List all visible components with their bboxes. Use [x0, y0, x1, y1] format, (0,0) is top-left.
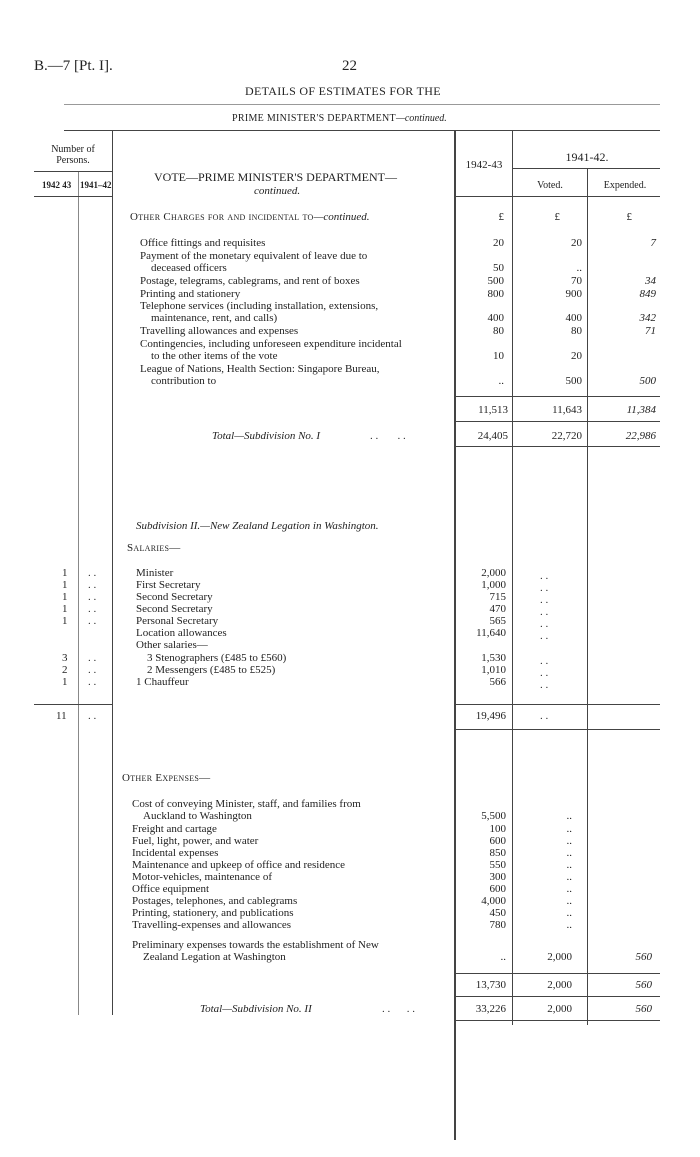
item-estimate: 800	[487, 288, 504, 300]
salary-voted: . .	[540, 606, 549, 618]
col-head-voted: Voted.	[537, 180, 563, 191]
section2-subtotal-est: 13,730	[475, 979, 506, 991]
other-expenses-heading: Other Expenses—	[122, 772, 211, 784]
expense-estimate: 300	[489, 871, 506, 883]
expense-voted: ..	[566, 871, 572, 883]
salary-persons-1941: . .	[88, 603, 97, 615]
salary-estimate: 2,000	[481, 567, 506, 579]
section2-total-expended: 560	[635, 1003, 652, 1015]
currency-expended: £	[626, 211, 632, 223]
salaries-heading: Salaries—	[127, 542, 181, 554]
section2-subtotal-rule-bottom	[454, 996, 660, 997]
head-bottom-rule	[34, 196, 112, 197]
expense-estimate: 850	[489, 847, 506, 859]
col-head-previous-year: 1941-42.	[565, 150, 609, 164]
salary-persons-1941: . .	[88, 615, 97, 627]
expense-voted: ..	[566, 810, 572, 822]
salary-voted: . .	[540, 582, 549, 594]
item-voted: 400	[565, 312, 582, 324]
salary-label: 1 Chauffeur	[136, 676, 189, 688]
department-rule	[64, 130, 660, 131]
expense-voted: ..	[566, 919, 572, 931]
expense-voted: ..	[566, 883, 572, 895]
expense-expended: 560	[635, 951, 652, 963]
item-expended: 500	[639, 375, 656, 387]
other-charges-suffix: —continued.	[313, 211, 370, 223]
department-title	[232, 113, 447, 124]
salary-persons-1941: . .	[88, 567, 97, 579]
item-estimate: 80	[493, 325, 504, 337]
item-label: Office fittings and requisites	[140, 237, 266, 249]
section1-subtotal-voted: 11,643	[552, 404, 582, 416]
expense-voted: ..	[566, 859, 572, 871]
salary-label: Personal Secretary	[136, 615, 219, 627]
vote-title: VOTE—PRIME MINISTER'S DEPARTMENT—	[154, 170, 398, 184]
item-label: deceased officers	[151, 262, 227, 274]
expense-label: Incidental expenses	[132, 847, 219, 859]
document-reference: B.—7 [Pt. I].	[34, 58, 113, 74]
section1-total-dots: . . . .	[370, 430, 406, 442]
col-line-persons-right	[112, 130, 113, 1015]
salary-label: 2 Messengers (£485 to £525)	[147, 664, 276, 676]
salary-estimate: 470	[489, 603, 506, 615]
page-number: 22	[342, 58, 357, 74]
salary-label: Second Secretary	[136, 591, 213, 603]
section1-total-rule	[454, 446, 660, 447]
salary-persons-1941: . .	[88, 664, 97, 676]
col-head-1942: 1942 43	[42, 180, 72, 190]
section2-total-dots: . . . .	[382, 1003, 415, 1015]
section1-total-expended: 22,986	[625, 430, 656, 442]
item-estimate: 400	[487, 312, 504, 324]
item-voted: 20	[571, 350, 582, 362]
expense-voted: ..	[566, 835, 572, 847]
salary-label: Location allowances	[136, 627, 227, 639]
section1-total-voted: 22,720	[551, 430, 582, 442]
item-expended: 7	[650, 237, 656, 249]
item-estimate: ..	[498, 375, 504, 387]
salary-persons-1941: . .	[88, 591, 97, 603]
salary-label: 3 Stenographers (£485 to £560)	[147, 652, 287, 664]
expense-label: Preliminary expenses towards the establishment of New	[132, 939, 379, 951]
expense-voted: ..	[566, 907, 572, 919]
col-head-expended: Expended.	[603, 180, 647, 191]
item-label: to the other items of the vote	[151, 350, 278, 362]
salary-persons-1941: . .	[88, 579, 97, 591]
item-expended: 342	[639, 312, 656, 324]
item-estimate: 50	[493, 262, 504, 274]
expense-estimate: 100	[489, 823, 506, 835]
salary-persons-1941: . .	[88, 676, 97, 688]
item-voted: 500	[565, 375, 582, 387]
expense-label: Printing, stationery, and publications	[132, 907, 294, 919]
persons-total-1941: . .	[88, 710, 97, 722]
currency-est: £	[498, 211, 504, 223]
item-voted: 70	[571, 275, 582, 287]
prev-year-header-rule	[512, 168, 660, 169]
expense-label: Motor-vehicles, maintenance of	[132, 871, 272, 883]
department-suffix: —continued.	[395, 113, 447, 124]
salary-estimate: 566	[489, 676, 506, 688]
salaries-total-rule-right	[454, 704, 660, 705]
item-label: contribution to	[151, 375, 217, 387]
other-charges-heading	[130, 212, 370, 223]
section2-subtotal-expended: 560	[635, 979, 652, 991]
section2-total-est: 33,226	[475, 1003, 506, 1015]
number-of-persons-heading: Number of Persons.	[51, 144, 95, 166]
section2-total-rule	[454, 1020, 660, 1021]
expense-label: Freight and cartage	[132, 823, 217, 835]
expense-estimate: 550	[489, 859, 506, 871]
section2-subtotal-rule-top	[454, 973, 660, 974]
salary-label: First Secretary	[136, 579, 201, 591]
expense-estimate: 5,500	[481, 810, 506, 822]
expense-voted: ..	[566, 847, 572, 859]
section1-subtotal-rule-top	[454, 396, 660, 397]
expense-label: Travelling-expenses and allowances	[132, 919, 292, 931]
salary-estimate: 11,640	[476, 627, 506, 639]
salaries-total-rule-bottom	[454, 729, 660, 730]
salary-persons-1942: 1	[62, 579, 68, 591]
salary-persons-1942: 2	[62, 664, 68, 676]
salary-voted: . .	[540, 594, 549, 606]
item-expended: 849	[639, 288, 656, 300]
salaries-total-voted: . .	[540, 710, 549, 722]
col-head-1941: 1941–42	[80, 180, 112, 190]
col-head-estimate: 1942-43	[465, 159, 503, 171]
expense-estimate: 4,000	[481, 895, 506, 907]
item-label: maintenance, rent, and calls)	[151, 312, 278, 324]
item-label: Travelling allowances and expenses	[140, 325, 299, 337]
currency-voted: £	[554, 211, 560, 223]
col-line-est-right	[512, 130, 513, 1025]
expense-estimate: ..	[500, 951, 506, 963]
salary-voted: . .	[540, 655, 549, 667]
expense-label: Fuel, light, power, and water	[132, 835, 259, 847]
section1-subtotal-expended: 11,384	[626, 404, 656, 416]
persons-header-rule	[34, 171, 112, 172]
expense-label: Maintenance and upkeep of office and residence	[132, 859, 345, 871]
salary-voted: . .	[540, 679, 549, 691]
expense-voted: ..	[566, 823, 572, 835]
expense-voted: ..	[566, 895, 572, 907]
expense-label: Cost of conveying Minister, staff, and families from	[132, 798, 361, 810]
salary-estimate: 715	[489, 591, 506, 603]
item-voted: ..	[576, 262, 582, 274]
vote-subtitle: continued.	[254, 185, 301, 197]
salary-persons-1942: 1	[62, 603, 68, 615]
expense-voted: 2,000	[547, 951, 572, 963]
col-line-persons-mid	[78, 172, 79, 1015]
expense-estimate: 450	[489, 907, 506, 919]
expense-label: Auckland to Washington	[143, 810, 252, 822]
item-voted: 900	[565, 288, 582, 300]
item-label: Payment of the monetary equivalent of leave due to	[140, 250, 368, 262]
salaries-total-est: 19,496	[475, 710, 506, 722]
expense-estimate: 780	[489, 919, 506, 931]
salaries-total-rule-left	[34, 704, 112, 705]
salary-label: Minister	[136, 567, 174, 579]
salary-estimate: 565	[489, 615, 506, 627]
item-estimate: 10	[493, 350, 504, 362]
item-label: Postage, telegrams, cablegrams, and rent of boxes	[140, 275, 360, 287]
expense-label: Postages, telephones, and cablegrams	[132, 895, 298, 907]
item-voted: 20	[571, 237, 582, 249]
salary-estimate: 1,000	[481, 579, 506, 591]
header-rule	[64, 104, 660, 105]
expense-label: Office equipment	[132, 883, 210, 895]
item-voted: 80	[571, 325, 582, 337]
col-line-voted-right	[587, 168, 588, 1025]
section1-subtotal-est: 11,513	[478, 404, 508, 416]
section1-total-label: Total—Subdivision No. I	[212, 430, 321, 442]
salary-persons-1941: . .	[88, 652, 97, 664]
item-label: Contingencies, including unforeseen expenditure incidental	[140, 338, 402, 350]
item-estimate: 500	[487, 275, 504, 287]
item-expended: 34	[645, 275, 656, 287]
head-bottom-rule-right	[454, 196, 660, 197]
persons-total-1942: 11	[56, 710, 67, 722]
salary-persons-1942: 1	[62, 676, 68, 688]
item-expended: 71	[645, 325, 656, 337]
salary-voted: . .	[540, 667, 549, 679]
item-label: Printing and stationery	[140, 288, 241, 300]
item-label: League of Nations, Health Section: Singapore Bureau,	[140, 363, 380, 375]
subdivision-2-heading: Subdivision II.—New Zealand Legation in Washington.	[136, 520, 379, 532]
salary-label: Other salaries—	[136, 639, 208, 651]
salary-voted: . .	[540, 570, 549, 582]
salary-estimate: 1,530	[481, 652, 506, 664]
other-charges-label: Other Charges for and incidental to	[130, 211, 314, 223]
section2-subtotal-voted: 2,000	[547, 979, 572, 991]
item-estimate: 20	[493, 237, 504, 249]
section1-total-est: 24,405	[477, 430, 508, 442]
salary-persons-1942: 1	[62, 591, 68, 603]
salary-estimate: 1,010	[481, 664, 506, 676]
department-name: PRIME MINISTER'S DEPARTMENT	[232, 113, 396, 124]
salary-persons-1942: 1	[62, 567, 68, 579]
section2-total-voted: 2,000	[547, 1003, 572, 1015]
expense-estimate: 600	[489, 835, 506, 847]
salary-persons-1942: 3	[62, 652, 68, 664]
salary-voted: . .	[540, 630, 549, 642]
salary-voted: . .	[540, 618, 549, 630]
expense-estimate: 600	[489, 883, 506, 895]
expense-label: Zealand Legation at Washington	[143, 951, 286, 963]
salary-persons-1942: 1	[62, 615, 68, 627]
section1-subtotal-rule-bottom	[454, 421, 660, 422]
section2-total-label: Total—Subdivision No. II	[200, 1003, 312, 1015]
page-title: DETAILS OF ESTIMATES FOR THE	[245, 84, 441, 98]
item-label: Telephone services (including installation, extensions,	[140, 300, 379, 312]
salary-label: Second Secretary	[136, 603, 213, 615]
